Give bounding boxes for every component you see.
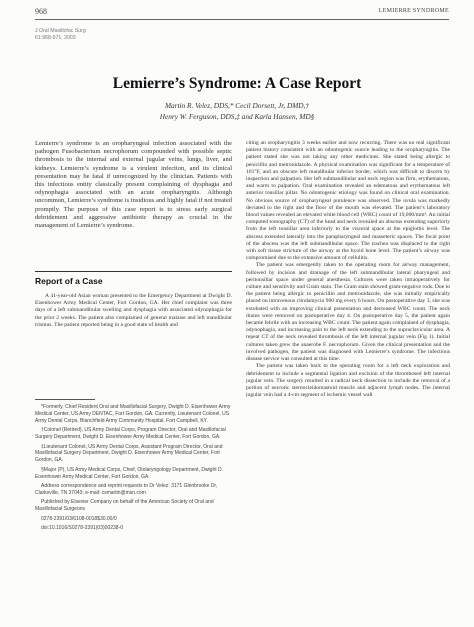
journal-reference [35, 28, 86, 42]
body-paragraph: citing an oropharyngitis 3 weeks earlier and now recurring. There was no real significant patient history consistent with an odontogenic source leading to the oropharyngitis. The patient stated she was not taking any other medicines. She stated being allergic to penicillin and metronidazole. A physical examination was significant for a temperature of 101°F, and an obscure left mandibular inferior border, which was difficult to discern by inspection and palpation. Her left submandibular and neck region was firm, erythematous, and warm to palpation. Oral examination revealed an edematous and erythematous left anterior tonsillar pillar. No odontogenic etiology was found on clinical oral examination. No obvious source of oropharyngeal purulence was observed. The uvula was markedly deviated to the right and the floor of the mouth was elevated. The patient’s laboratory blood values revealed an elevated white blood cell (WBC) count of 19,000/mm³. An initial computed tomography (CT) of the head and neck revealed an abscess extending superiorly from the left tonsillar area inferiorly to the visceral space at the epiglottis level. The abscess extended laterally into the parapharyngeal and masseteric spaces. The focal point of the abscess was the left submandibular space. The trachea was displaced to the right with soft tissue stricture of the airway at the hyoid bone level. The patient’s airway was compromised due to the extensive amount of cellulitis. [246, 140, 450, 262]
issn-code: 0278-2391/03/6108-0018$30.00/0 [41, 515, 117, 522]
section-rule [35, 271, 232, 272]
header-rule [35, 19, 449, 20]
page-number: 968 [35, 7, 47, 16]
publisher-note: Published by Elsevier Company on behalf of the American Society of Oral and Maxillofacial Surgeons [35, 499, 214, 513]
correspondence-address: Address correspondence and reprint requests to Dr Velez: 3171 Glenbrooke Dr, Clarksville, TN 37043; e-mail: csmartin@msn.com [35, 483, 218, 496]
authors-line-2: Henry W. Ferguson, DDS,‡ and Karla Hansen, MD§ [159, 112, 315, 121]
body-paragraph: The patient was emergently taken to the operating room for airway management, followed by incision and drainage of the left submandibular lateral pharyngeal and peritonsillar space under general anesthesia. Cultures were taken intraoperatively for culture and sensitivity and Gram stain. The Gram stain showed gram-negative rods. Due to the patient being allergic to penicillin and metronidazole, she was initially empirically placed on intravenous clindamycin 900 mg every 6 hours. On postoperative day 3, she was extubated with an improving clinical presentation and decreased WBC count. The neck drains were removed on postoperative day 4. On postoperative day 5, the patient again became febrile with an increasing WBC count. The patient again complained of dysphagia, odynophagia, and increasing pain to the left neck extending to the supraclavicular area. A repeat CT of the neck revealed thrombosis of the left internal jugular vein (Fig 1). Initial cultures taken grew the anaerobe F. necrophorum. Given the clinical presentation and the involved pathogen, the patient was diagnosed with Lemierre’s syndrome. The infectious disease service was consulted at this time. [246, 262, 450, 363]
body-paragraph: The patient was taken back to the operating room for a left neck exploration and debridement to include a segmental ligation and excision of the thrombosed left internal jugular vein. The surgery resulted in a radical neck dissection to include the removal of a portion of necrotic sternocleidomastoid muscle and adjacent lymph nodes. The internal jugular vein had a 4-cm segment of ischemic vessel wall [246, 363, 450, 399]
author-list [0, 100, 474, 122]
article-title: Lemierre’s Syndrome: A Case Report [112, 75, 362, 92]
footnote: ‡Lieutenant Colonel, US Army Dental Corps, Assistant Program Director, Oral and Maxillofacial Surgery Department, Dwight D. Eisenhower Army Medical Center, Fort Gordon, GA. [35, 443, 223, 464]
case-intro-paragraph: A 41-year-old Asian woman presented to the Emergency Department at Dwight D. Eisenhower Army Medical Center, Fort Gordon, GA. Her chief complaint was three days of a left submandibular swelling and dysphagia with associated odynophagia for the prior 2 weeks. The patient also complained of general malaise and left mandibular trismus. The patient reported being in a good state of health and [35, 293, 232, 328]
running-title: LEMIERRE SYNDROME [378, 8, 449, 14]
footnote: *Formerly, Chief Resident Oral and Maxillofacial Surgery, Dwight D. Eisenhower Army Medical Center, US Army DENTAC, Fort Gordon, GA. Currently, Lieutenant Colonel, US Army Dental Corps, Blanchfield Army Community Hospital, Fort Campbell, KY. [35, 404, 231, 424]
section-heading: Report of a Case [35, 276, 103, 286]
footnote: †Colonel (Retired), US Army Dental Corps, Program Director, Oral and Maxillofacial Surgery Department, Dwight D. Eisenhower Army Medical Center, Fort Gordon, GA. [35, 427, 226, 441]
journal-volume: 61:968-971, 2003 [35, 35, 76, 41]
journal-name: J Oral Maxillofac Surg [35, 28, 86, 34]
footnotes [35, 404, 232, 535]
footnote: §Major (P), US Army Medical Corps, Chief, Otolaryngology Department, Dwight D. Eisenhower Army Medical Center, Fort Gordon, GA. [35, 466, 224, 480]
doi: doi:10.1016/S0278-2391(03)00238-0 [41, 525, 124, 532]
abstract: Lemierre’s syndrome is an oropharyngeal infection associated with the pathogen Fusobacterium necrophorum compounded with possible septic thrombosis to the internal and external jugular veins, lungs, liver, and kidneys. Lemierre’s syndrome is a virulent infection, and its clinical presentation may be fatal if unrecognized by the clinician. Patients with this infectious entity classically present complaining of dysphagia and odynophagia associated with an acute oropharyngitis. Although uncommon, Lemierre’s syndrome is insidious and highly fatal if not treated promptly. The purpose of this case report is to stress early surgical debridement and aggressive antibiotic therapy as crucial in the management of Lemierre’s syndrome. [35, 140, 232, 230]
right-column-body [246, 140, 450, 602]
authors-line-1: Martin R. Velez, DDS,* Cecil Dorsett, Jr, DMD,† [164, 101, 310, 110]
footnote-rule [35, 399, 95, 400]
